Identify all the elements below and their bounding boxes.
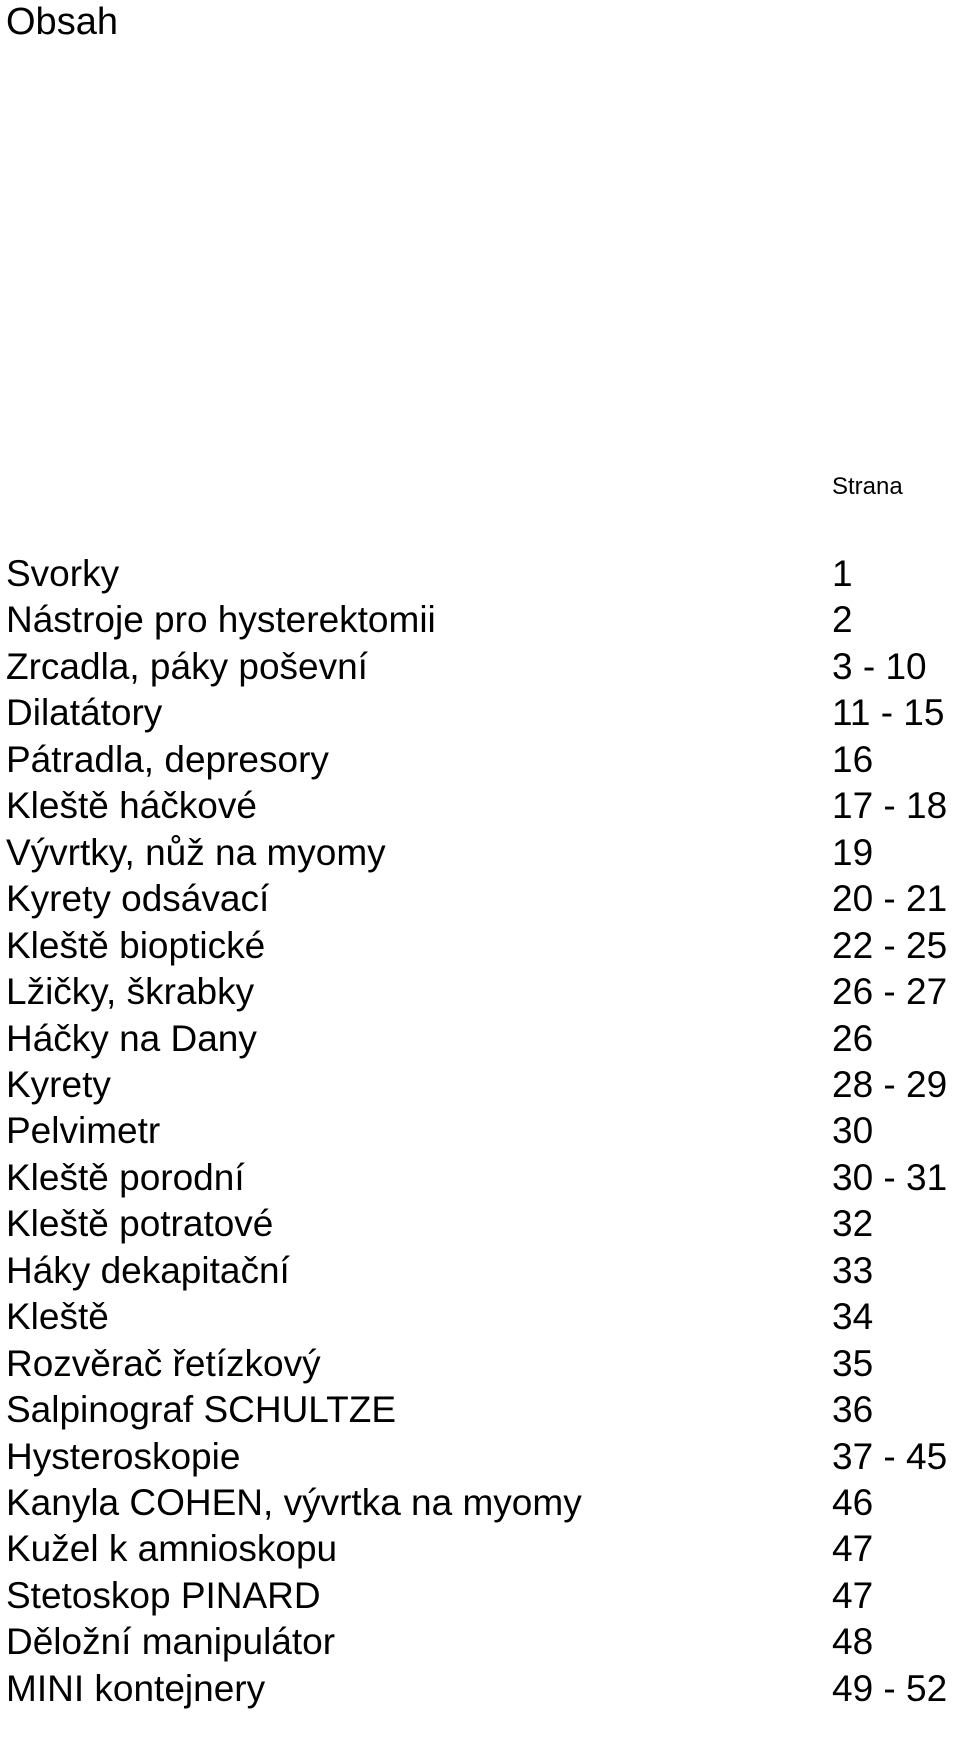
toc-entry <box>0 1248 960 1294</box>
toc-entry-label: Kužel k amnioskopu <box>6 1528 338 1570</box>
toc-entry <box>0 1201 960 1247</box>
toc-entry-label: Salpinograf SCHULTZE <box>6 1389 397 1431</box>
toc-entry-page: 35 <box>832 1342 874 1384</box>
toc-entry-page: 32 <box>832 1203 874 1245</box>
toc-entry-label: Kyrety <box>6 1063 111 1105</box>
toc-entry-page: 26 <box>832 1017 874 1059</box>
toc-entry <box>0 1016 960 1062</box>
toc-entry-page: 3 - 10 <box>832 645 927 687</box>
toc-entry <box>0 1526 960 1572</box>
toc-entry-label: Zrcadla, páky poševní <box>6 645 368 687</box>
toc-entry <box>0 1341 960 1387</box>
toc-entry-page: 28 - 29 <box>832 1063 948 1105</box>
toc-entry <box>0 737 960 783</box>
toc-entry-label: Děložní manipulátor <box>6 1621 336 1663</box>
toc-entry-page: 11 - 15 <box>832 692 945 734</box>
toc-entry <box>0 923 960 969</box>
toc-entry-label: Vývrtky, nůž na myomy <box>6 831 386 873</box>
toc-entry <box>0 1619 960 1665</box>
toc-entry <box>0 1294 960 1340</box>
toc-entry-page: 47 <box>832 1574 874 1616</box>
page-column-header: Strana <box>832 473 903 500</box>
toc-entry-label: Rozvěrač řetízkový <box>6 1342 321 1384</box>
toc-entry-label: Háčky na Dany <box>6 1017 257 1059</box>
toc-entry <box>0 1480 960 1526</box>
toc-entry-label: Hysteroskopie <box>6 1435 241 1477</box>
toc-entry-page: 34 <box>832 1296 874 1338</box>
toc-entry-page: 47 <box>832 1528 874 1570</box>
toc-entry-page: 48 <box>832 1621 874 1663</box>
toc-entry-label: Svorky <box>6 553 120 594</box>
toc-entry-page: 19 <box>832 831 874 873</box>
toc-entry-page: 26 - 27 <box>832 971 948 1013</box>
toc-entry <box>0 1573 960 1619</box>
toc-entry <box>0 1062 960 1108</box>
toc-entry <box>0 830 960 876</box>
toc-entry-label: MINI kontejnery <box>6 1667 266 1709</box>
toc-entry-page: 30 - 31 <box>832 1156 948 1198</box>
toc-entry-label: Kleště háčkové <box>6 785 257 827</box>
toc-entry-page: 46 <box>832 1482 874 1523</box>
toc-entry-page: 20 - 21 <box>832 878 948 920</box>
toc-entry-page: 33 <box>832 1249 874 1291</box>
toc-entry-page: 17 - 18 <box>832 785 948 827</box>
toc-entry-page: 16 <box>832 738 874 780</box>
toc-entry-label: Kanyla COHEN, vývrtka na myomy <box>6 1482 582 1523</box>
toc-entry <box>0 1108 960 1154</box>
toc-entry-label: Kyrety odsávací <box>6 878 270 920</box>
page-title: Obsah <box>6 1 118 43</box>
toc-entry-label: Háky dekapitační <box>6 1249 290 1291</box>
toc-entry <box>0 1666 960 1712</box>
toc-entry <box>0 1434 960 1480</box>
toc-entry-page: 49 - 52 <box>832 1667 948 1709</box>
toc-entry-label: Dilatátory <box>6 692 163 734</box>
toc-entry-label: Pátradla, depresory <box>6 738 329 780</box>
toc-entry-label: Stetoskop PINARD <box>6 1574 321 1616</box>
toc-entry-page: 37 - 45 <box>832 1435 948 1477</box>
toc-entry <box>0 551 960 597</box>
toc-entry-page: 2 <box>832 599 853 641</box>
toc-entry-label: Nástroje pro hysterektomii <box>6 599 436 641</box>
toc-entry-page: 36 <box>832 1389 874 1431</box>
toc-entry <box>0 1155 960 1201</box>
toc-entry-page: 30 <box>832 1110 874 1152</box>
toc-entry-label: Kleště bioptické <box>6 924 266 966</box>
toc-entry-label: Lžičky, škrabky <box>6 971 255 1013</box>
toc-entry-label: Kleště potratové <box>6 1203 274 1245</box>
toc-entry <box>0 1387 960 1433</box>
toc-entry <box>0 690 960 736</box>
toc-entry-page: 1 <box>832 553 853 594</box>
toc-entry-label: Kleště porodní <box>6 1156 245 1198</box>
toc-entry <box>0 597 960 643</box>
toc-entry <box>0 783 960 829</box>
toc-entry <box>0 876 960 922</box>
toc-entry-label: Kleště <box>6 1296 109 1338</box>
toc-entry <box>0 644 960 690</box>
toc-entry <box>0 969 960 1015</box>
toc-entry-label: Pelvimetr <box>6 1110 161 1152</box>
toc-entry-page: 22 - 25 <box>832 924 948 966</box>
